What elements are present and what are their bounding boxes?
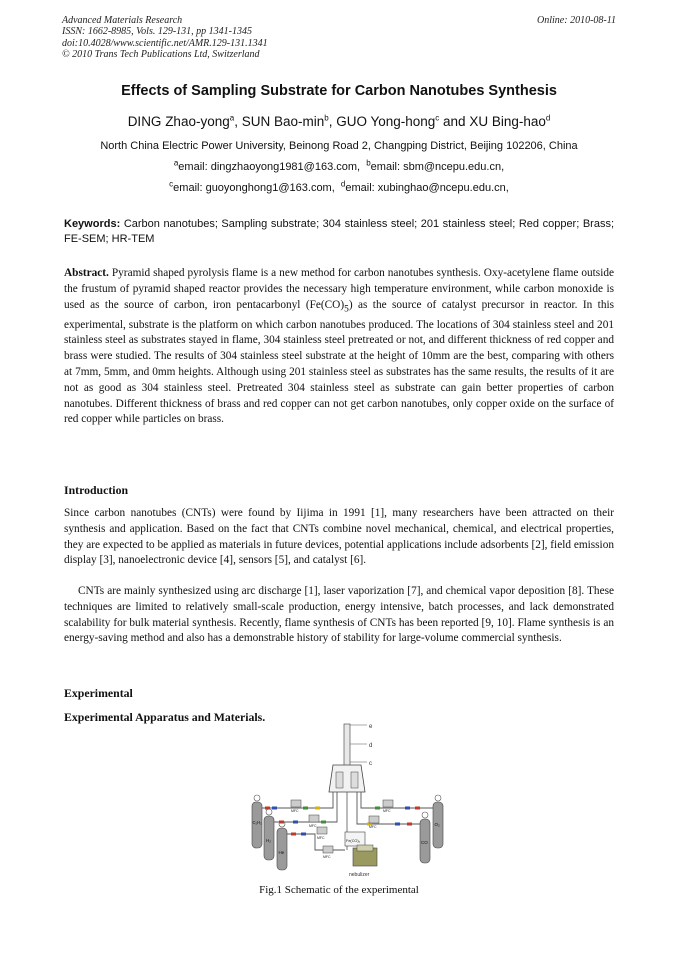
abstract-text: Pyramid shaped pyrolysis flame is a new method for carbon nanotubes synthesis. Oxy-acetylene flame outside the frustum of pyramid shaped reactor provides the necessary high temperature environment, while carbon monoxide is used as the source of carbon, iron pentacarbonyl (Fe(CO) — [64, 267, 614, 311]
burner-housing — [329, 765, 365, 792]
intro-paragraph: CNTs are mainly synthesized using arc discharge [1], laser vaporization [7], and chemical vapor deposition [8]. These techniques are limited to relatively small-scale production, energy intensive, batch processes, and lack demonstrated scalability for bulk material synthesis. Recently, flame synthesis of CNTs has been reported [9, 10]. Flame synthesis is an energy-saving method and also has a demonstrable history of stability for large-volume commercial synthesis. — [64, 585, 614, 645]
label-gas: C₂H₂ — [252, 820, 262, 825]
keywords — [64, 217, 614, 246]
author-sup: d — [545, 113, 551, 123]
author-list — [0, 114, 678, 129]
author-name: SUN Bao-min — [241, 114, 325, 129]
mfc-controller — [317, 827, 327, 840]
burner-chamber — [336, 772, 343, 788]
keywords-text: Carbon nanotubes; Sampling substrate; 304 stainless steel; 201 stainless steel; Red copper; Brass; FE-SEM; HR-TEM — [64, 218, 614, 245]
label-e: e — [369, 724, 373, 730]
author-separator: , — [234, 114, 242, 129]
email-line — [0, 179, 678, 194]
journal-header — [62, 15, 268, 60]
mfc-controller — [291, 800, 301, 813]
email-sup: d — [340, 179, 346, 189]
section-heading-introduction: Introduction — [64, 483, 129, 497]
email-address[interactable]: email: xubinghao@ncepu.edu.cn, — [345, 182, 509, 194]
feco-vessel — [345, 832, 365, 846]
cylinder-h2 — [264, 809, 274, 860]
email-address[interactable]: email: sbm@ncepu.edu.cn, — [370, 161, 505, 173]
email-sup: a — [173, 158, 179, 168]
email-address[interactable]: email: guoyonghong1@163.com, — [173, 182, 335, 194]
label-gas: He — [278, 850, 285, 855]
mfc-controller — [369, 816, 379, 829]
label-gas: H₂ — [266, 838, 271, 843]
paper-title: Effects of Sampling Substrate for Carbon Nanotubes Synthesis — [121, 83, 557, 99]
author-name: GUO Yong-hong — [336, 114, 436, 129]
figure-caption: Fig.1 Schematic of the experimental — [259, 884, 419, 896]
abstract-label: Abstract. — [64, 267, 109, 279]
author-name: XU Bing-hao — [469, 114, 546, 129]
author-sup: b — [324, 113, 329, 123]
subsection-heading-apparatus: Experimental Apparatus and Materials. — [64, 710, 266, 724]
email-sup: b — [366, 158, 371, 168]
author-separator: , — [328, 114, 337, 129]
mfc-controller — [383, 800, 393, 813]
author-separator: and — [439, 114, 470, 129]
mfc-label: MFC — [309, 824, 317, 828]
abstract — [64, 266, 614, 428]
author-sup: a — [229, 113, 235, 123]
label-c: c — [369, 761, 372, 767]
cylinder-co — [420, 812, 430, 863]
mfc-controller — [309, 815, 319, 828]
cylinder-he — [277, 821, 287, 870]
email-sup: c — [169, 179, 174, 189]
intro-paragraph: Since carbon nanotubes (CNTs) were found by Iijima in 1991 [1], many researchers have been attracted on their synthesis and application. Based on the fact that CNTs combine novel mechanical, chemical, and electrical properties, they are expected to be applied as materials in future devices, potential applications include adsorbents [2], field emission display [3], nanoelectronic device [4], sensors [5], and catalyst [6]. — [64, 507, 614, 567]
feco-label: Fe(CO)₅ — [346, 839, 361, 843]
mfc-label: MFC — [369, 825, 377, 829]
abstract-subscript: 5 — [344, 303, 349, 314]
online-date: Online: 2010-08-11 — [537, 15, 616, 26]
burner-chamber — [351, 772, 358, 788]
label-gas: CO — [421, 840, 428, 845]
mfc-label: MFC — [291, 809, 299, 813]
journal-name: Advanced Materials Research — [62, 15, 183, 26]
email-address[interactable]: email: dingzhaoyong1981@163.com, — [178, 161, 361, 173]
label-gas: O₂ — [434, 822, 440, 827]
mfc-label: MFC — [383, 809, 391, 813]
cylinder-o2 — [433, 795, 443, 848]
copyright: © 2010 Trans Tech Publications Ltd, Switzerland — [62, 48, 260, 60]
cylinder-c2h2 — [252, 795, 262, 848]
apparatus-schematic — [245, 720, 450, 880]
nebulizer-label: nebulizer — [349, 872, 370, 878]
mfc-label: MFC — [317, 836, 325, 840]
nebulizer — [349, 845, 377, 878]
label-d: d — [369, 743, 373, 749]
section-heading-experimental: Experimental — [64, 686, 133, 700]
doi: doi:10.4028/www.scientific.net/AMR.129-131.1341 — [62, 37, 268, 49]
fittings — [265, 807, 420, 836]
issn: ISSN: 1662-8985, Vols. 129-131, pp 1341-1345 — [62, 26, 252, 38]
abstract-text: ) as the source of catalyst precursor in reactor. In this experimental, substrate is the platform on which carbon nanotubes produced. The locations of 304 stainless steel and 201 stainless steel as substrates stayed in flame, 304 stainless steel pretreated or not, and different thickness of red copper and brass were studied. The results of 304 stainless steel substrate at the height of 10mm are the best, comparing with others at 7mm, 5mm, and 0mm heights. Although using 201 stainless steel as substrates has the same results, the results of it are not as good as 304 stainless steel. Pretreated 304 stainless steel as substrate can gain better properties of carbon nanotubes. Different thickness of brass and red copper can not get carbon nanotubes, only copper oxide on the surface of red copper while particles on brass. — [64, 298, 614, 426]
author-sup: c — [435, 113, 440, 123]
author-name: DING Zhao-yong — [127, 114, 230, 129]
affiliation: North China Electric Power University, Beinong Road 2, Changping District, Beijing 102206, China — [100, 140, 578, 152]
keywords-label: Keywords: — [64, 218, 121, 230]
email-line — [0, 158, 678, 173]
mfc-controller — [323, 846, 333, 859]
mfc-label: MFC — [323, 855, 331, 859]
